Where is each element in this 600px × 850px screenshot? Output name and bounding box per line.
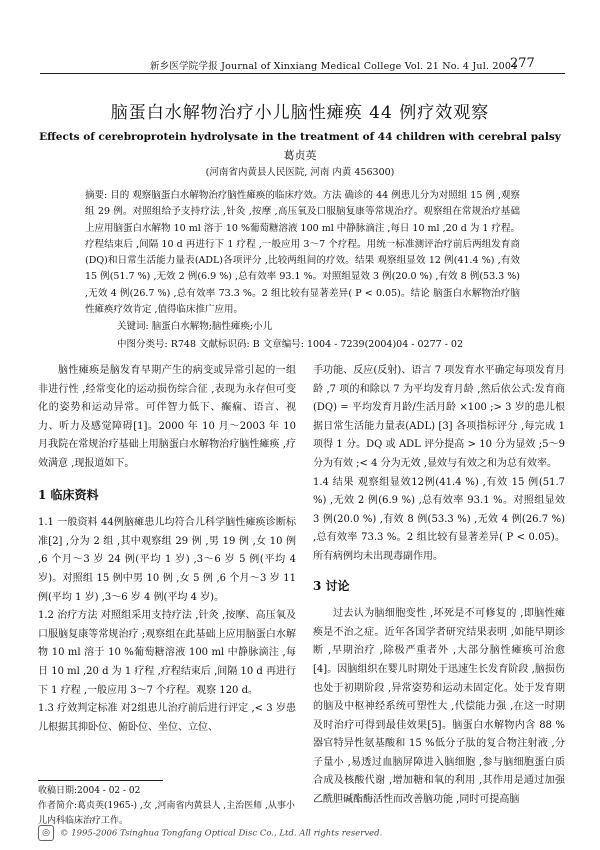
intro-paragraph: 脑性瘫痪是脑发育早期产生的病变或异常引起的一组非进行性 ,经常变化的运动损伤综合征 ,表现为永存但可变化的姿势和运动异常。可伴智力低下、癫痫、语言、视力、听力及感觉障碍[1]。2000 年 10 月～2003 年 10 月我院在常规治疗基础上用脑蛋白水解物治疗脑性瘫痪 ,疗效满意 ,现报道如下。	[38, 365, 296, 469]
classification-line: 中图分类号: R748 文献标识码: B 文章编号: 1004 - 7239(2004)04 - 0277 - 02	[117, 339, 464, 350]
paragraph-1-3: 1.3 疗效判定标准 对2组患儿治疗前后进行评定 ,< 3 岁患儿根据其抑卧位、俯卧位、坐位、立位、	[38, 703, 296, 733]
footnote-rule	[38, 780, 163, 781]
received-date: 收稿日期:2004 - 02 - 02	[38, 786, 141, 796]
english-title: Effects of cerebroprotein hydrolysate in the treatment of 44 children with cerebral palsy	[39, 131, 561, 143]
right-column	[313, 362, 565, 810]
author-bio: 作者简介:葛贞英(1965-) ,女 ,河南省内黄县人 ,主治医师 ,从事小儿内科临床治疗工作。	[38, 801, 295, 826]
keywords: 关键词: 脑蛋白水解物;脑性瘫痪;小儿	[117, 321, 273, 332]
paragraph-1-4: 1.4 结果 观察组显效12例(41.4 %) ,有效 15 例(51.7 %) ,无效 2 例(6.9 %) ,总有效率 93.1 %。对照组显效 3 例(20.0 %) ,有效 8 例(53.3 %) ,无效 4 例(26.7 %) ,总有效率 73.3 %。2 组比较有显著差异( P < 0.05)。所有病例均未出现毒副作用。	[313, 476, 565, 562]
paragraph-1-1: 1.1 一般资料 44例脑瘫患儿均符合儿科学脑性瘫痪诊断标准[2] ,分为 2 组 ,其中观察组 29 例 ,男 19 例 ,女 10 例 ,6 个月～3 岁 24 例(平均 1 岁) ,3～6 岁 5 例(平均 4 岁)。对照组 15 例中男 10 例 ,女 5 例 ,6 个月～3 岁 11 例(平均 1 岁) ,3～6 岁 4 例(平均 4 岁)。	[38, 517, 296, 603]
footnote	[38, 784, 296, 829]
abstract: 摘要: 目的 观察脑蛋白水解物治疗脑性瘫痪的临床疗效。方法 确诊的 44 例患儿分为对照组 15 例 ,观察组 29 例。对照组给予支持疗法 ,针灸 ,按摩 ,高压氧及口服脑复康等常规治疗。观察组在常规治疗基础上应用脑蛋白水解物 10 ml 溶于 10 %葡萄糖溶液 100 ml 中静脉滴注 ,每日 10 ml ,20 d 为 1 疗程。疗程结束后 ,间隔 10 d 再进行下 1 疗程 ,一般应用 3～7 个疗程。用统一标准测评治疗前后两组发育商(DQ)和日常生活能力量表(ADL)各项评分 ,比较两组间的疗效。结果 观察组显效 12 例(41.4 %) ,有效 15 例(51.7 %) ,无效 2 例(6.9 %) ,总有效率 93.1 %。对照组显效 3 例(20.0 %) ,有效 8 例(53.3 %) ,无效 4 例(26.7 %) ,总有效率 73.3 %。2 组比较有显著差异( P < 0.05)。结论 脑蛋白水解物治疗脑性瘫痪疗效肯定 ,值得临床推广应用。	[85, 190, 520, 316]
left-column	[38, 362, 296, 737]
copyright-bar	[38, 825, 565, 841]
author: 葛贞英	[283, 149, 317, 162]
paragraph-1-2: 1.2 治疗方法 对照组采用支持疗法 ,针灸 ,按摩、高压氧及口服脑复康等常规治疗 ;观察组在此基础上应用脑蛋白水解物 10 ml 溶于 10 %葡萄糖溶液 100 ml 中静脉滴注 ,每日 10 ml ,20 d 为 1 疗程 ,疗程结束后 ,间隔 10 d 再进行下 1 疗程 ,一般应用 3～7 个疗程。观察 120 d。	[38, 610, 296, 696]
article-title: 脑蛋白水解物治疗小儿脑性瘫痪 44 例疗效观察	[110, 103, 490, 123]
running-head: 新乡医学院学报 Journal of Xinxiang Medical College Vol. 21 No. 4 Jul. 2004	[150, 61, 518, 72]
page-number: 277	[510, 56, 535, 71]
header-rule	[40, 73, 565, 74]
discussion-paragraph: 过去认为脑细胞变性 ,坏死是不可修复的 ,即脑性瘫痪是不治之症。近年各国学者研究结果表明 ,如能早期诊断 ,早期治疗 ,除极严重者外 ,大部分脑性瘫痪可治愈[4]。因脑组织在婴儿时期处于迅速生长发育阶段 ,脑损伤也处于初期阶段 ,异常姿势和运动未固定化。处于发育期的脑及中枢神经系统可塑性大 ,代偿能力强 ,在这一时期及时治疗可得到最佳效果[5]。脑蛋白水解物内含 88 %器官特异性氨基酸和 15 %低分子肽的复合物注射液 ,分子量小 ,易透过血脑屏障进入脑细胞 ,参与脑细胞蛋白质合成及核酸代谢 ,增加糖和氧的利用 ,其作用是通过加强乙酰胆碱酯酶活性而改善脑功能 ,同时可提高脑	[313, 608, 565, 806]
cnki-logo-icon: ◎	[38, 825, 54, 841]
section-heading-3: 3 讨论	[313, 578, 350, 593]
copyright-text: © 1995-2006 Tsinghua Tongfang Optical Disc Co., Ltd. All rights reserved.	[60, 828, 383, 839]
section-heading-1: 1 临床资料	[38, 487, 99, 502]
affiliation: (河南省内黄县人民医院, 河南 内黄 456300)	[205, 167, 395, 178]
paragraph-1-3-cont: 手功能、反应(反射)、语言 7 项发育水平确定每项发育月龄 ,7 项的和除以 7 为平均发育月龄 ,然后依公式:发育商(DQ) = 平均发育月龄/生活月龄 ×100 ;> 3 岁的患儿根据日常生活能力量表(ADL) [3] 各项指标评分 ,每完成 1 项得 1 分。DQ 或 ADL 评分提高 > 10 分为显效 ;5～9 分为有效 ;< 4 分为无效 ,显效与有效之和为总有效率。	[313, 365, 565, 469]
